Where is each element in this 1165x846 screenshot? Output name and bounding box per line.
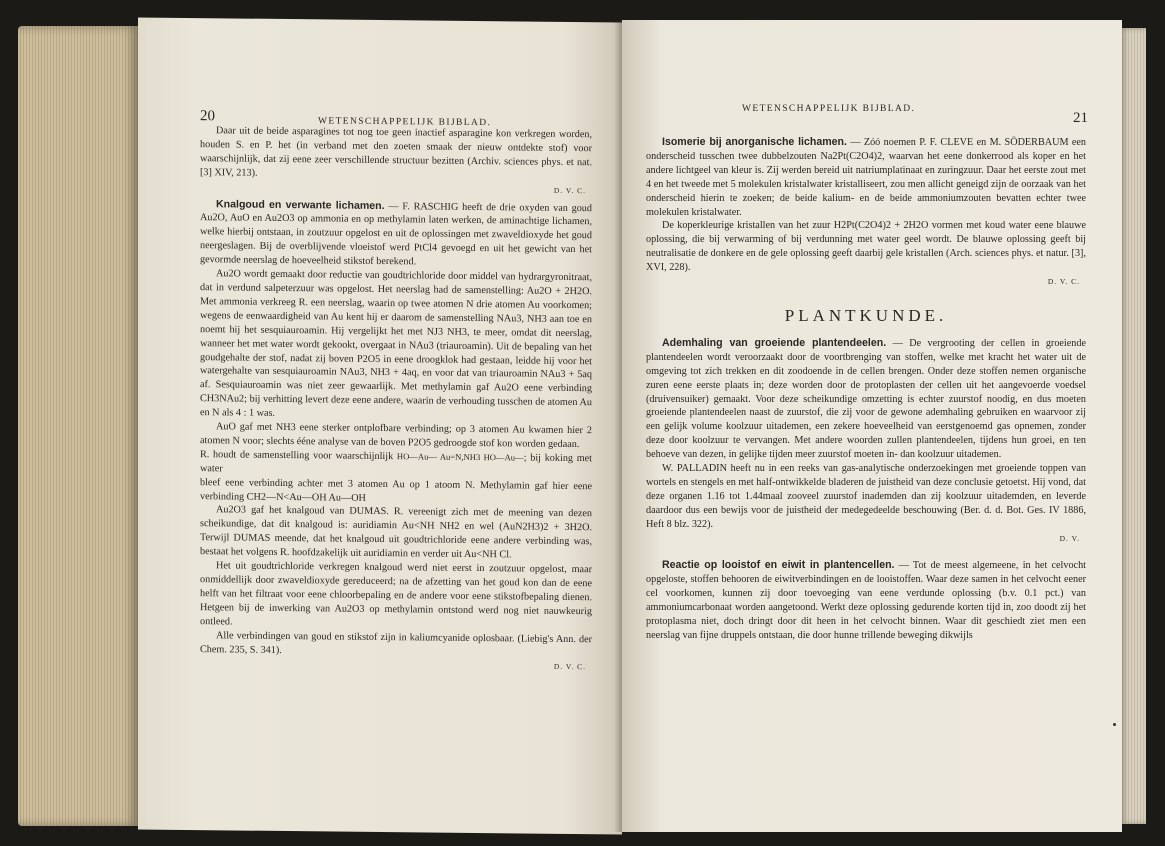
open-book	[18, 14, 1146, 834]
book-page-edges-right	[1120, 28, 1146, 824]
left-page	[138, 17, 622, 834]
author-signature: D. V. C.	[553, 662, 586, 672]
article-title: Reactie op looistof en eiwit in plantencellen.	[662, 559, 895, 572]
article-title: Knalgoud en verwante lichamen.	[216, 197, 385, 212]
paragraph: Daar uit de beide asparagines tot nog toe geen inactief asparagine kon verkregen worden, houden S. en P. het (in verband met den zoeten smaak der nieuw ontdekte stof) voor waarschijnlijk, dat zij eene zeer verschillende structuur bezitten (Archiv. sciences phys. et nat. [3] XIV, 213).	[200, 125, 592, 179]
right-page	[622, 20, 1122, 832]
paragraph: Au2O3 gaf het knalgoud van DUMAS. R. vereenigt zich met de meening van dezen scheikundige, dat dit knalgoud is: auridiamin Au<NH NH2 en wel (AuN2H3)2 + 3H2O. Terwijl DUMAS meende, dat het knalgoud uit goudtrichloride eene andere verbinding was, bestaat het volgens R. hoofdzakelijk uit auridiamin en verder uit Au<NH Cl.	[200, 504, 592, 561]
running-head-left: WETENSCHAPPELIJK BIJBLAD.	[318, 116, 492, 129]
left-page-body	[200, 124, 592, 674]
article-title: Ademhaling van groeiende plantendeelen.	[662, 336, 887, 349]
author-signature: D. V. C.	[1047, 277, 1080, 287]
page-number-right: 21	[1073, 110, 1088, 126]
book-page-edges-left	[18, 26, 138, 826]
paragraph: bleef eene verbinding achter met 3 atomen Au op 1 atoom N. Methylamin gaf hier eene verbinding CH2—N<Au—OH Au—OH	[200, 476, 592, 504]
paragraph: AuO gaf met NH3 eene sterker ontplofbare verbinding; op 3 atomen Au kwamen hier 2 atomen N voor; slechts ééne analyse van de boven P2O5 gedroogde stof kon worden gedaan.	[200, 421, 592, 451]
section-title: PLANTKUNDE.	[784, 305, 948, 325]
paragraph: — Zóó noemen P. F. CLEVE en M. SÖDERBAUM een onderscheid tusschen twee dubbelzouten Na2Pt(C2O4)2, waarvan het eene donkerrood als koper en het andere lichtgeel van kleur is. Zij werden bereid uit natriumplatinaat en zuringzuur. Daar het eerste zout met 4 en het tweede met 5 molekulen kristalwater kristalliseert, zou men allicht geneigd zijn de oorzaak van het onderscheid hierin te zoeken; de beide kalium- en de beide ammoniumzouten bevatten echter twee molekulen kristalwater.	[646, 137, 1087, 218]
author-signature: D. V.	[1059, 533, 1080, 543]
right-page-body	[646, 136, 1086, 643]
article-title: Isomerie bij anorganische lichamen.	[662, 136, 847, 148]
paragraph: Alle verbindingen van goud en stikstof zijn in kaliumcyanide oplosbaar. (Liebig's Ann. der Chem. 235, S. 341).	[200, 629, 592, 656]
running-head-right: WETENSCHAPPELIJK BIJBLAD.	[742, 104, 916, 114]
paragraph: Het uit goudtrichloride verkregen knalgoud werd niet eerst in zoutzuur opgelost, maar onmiddellijk door zwaveldioxyde gereduceerd; na de afzetting van het goud kon dan de eene helft van het filtraat voor eene chloorbepaling en de andere voor eene stikstofbepaling dienen. Hetgeen bij de inwerking van Au2O3 op methylamin ontstond werd nog niet nauwkeurig ontleed.	[200, 560, 592, 628]
formula-line: R. houdt de samenstelling voor waarschijnlijk HO—Au— Au=N,NH3 HO—Au—; bij koking met water	[200, 448, 593, 475]
margin-mark	[1113, 723, 1116, 726]
paragraph: Au2O wordt gemaakt door reductie van goudtrichloride door middel van hydrargyronitraat, dat in verdund salpeterzuur was opgelost. Het neerslag had de samenstelling: Au2O + 2H2O. Met ammonia verkreeg R. een neerslag, waarin op twee atomen N drie atomen Au voorkomen; wegens de eenwaardigheid van Au kent hij er daarom de samenstelling NAu3, NH3 aan toe en noemt hij het sesquiauroamin. Hij vergelijkt het met NJ3 NH3, te meer, omdat dit neerslag, wanneer het met water wordt gekookt, overgaat in NAu3 (triauroamin). Uit de bepaling van het goudgehalte der stof, nadat zij boven P2O5 in eene droogklok had gestaan, leidde hij voor het watergehalte van sesquiauroamin NAu3, NH3 + 4aq, en voor dat van triauroamin NAu3 + 5aq af. Sesquiauroamin was niet zeer gewaarlijk. Met methylamin gaf Au2O eene verbinding CH3NAu2; bij verhitting levert deze eene andere, waarin de verhouding tusschen de atomen Au en N als 4 : 1 was.	[200, 268, 592, 420]
page-number-left: 20	[200, 108, 215, 125]
author-signature: D. V. C.	[553, 185, 586, 195]
paragraph: — Tot de meest algemeene, in het celvocht opgeloste, stoffen behooren de eiwitverbindingen en de looistoffen. Waar deze samen in het celvocht eener cel voorkomen, kunnen zij door toevoeging van eene verdunde oplossing (b.v. 0.1 pct.) van ammoniumcarbonaat worden aangetoond. Werkt deze oplossing gedurende korten tijd in, zoo doodt zij het protoplasma niet, doch dringt door dit heen in het celvocht binnen. Waar dit geschiedt ziet men een neerslag van fijne druppels ontstaan, die door hunne trillende beweging dikwijls	[646, 560, 1086, 641]
paragraph: — F. RASCHIG heeft de drie oxyden van goud Au2O, AuO en Au2O3 op ammonia en op methylamin laten werken, de aminachtige lichamen, welke hierbij ontstaan, in zoutzuur opgelost en uit de oplossingen met zwaveldioxyde het goud neergeslagen. Bij de overblijvende vloeistof werd PtCl4 gevoegd en uit het gewicht van het gevormde neerslag de hoeveelheid stikstof berekend.	[200, 200, 592, 268]
paragraph: De koperkleurige kristallen van het zuur H2Pt(C2O4)2 + 2H2O vormen met koud water eene blauwe oplossing, die bij verwarming of bij verdunning met water geel wordt. De blauwe oplossing geeft bij neutralisatie de donkere en de gele oplossing geeft daarbij gele kristallen (Arch. sciences phys. et natur. [3], XVI, 228).	[646, 220, 1086, 274]
paragraph: — De vergrooting der cellen in groeiende plantendeelen wordt veroorzaakt door de voortbrenging van stoffen, welke met kracht het water uit de omgeving tot zich trekken en dit zoodoende in de cellen brengen. Onder deze stoffen nemen organische zuren eene eerste plaats in; deze worden door de protoplasten der cellen uit het aangevoerde voedsel (druivensuiker) gemaakt. Voor deze scheikundige omzetting is echter zuurstof noodig, en dus moeten groeiende plantendeelen naast de zuurstof, die zij voor de gewone ademhaling gebruiken en waarvoor zij een gelijk volume koolzuur uitademen, een zekere hoeveelheid van eerstgenoemd gas opnemen, zonder deze door koolzuur te vervangen. Met andere woorden zullen plantendeelen, tijdens hun groei, en ten behoeve van dezen, in gelijke tijden meer zuurstof moeten in- dan koolzuur uitademen.	[646, 337, 1086, 461]
paragraph: W. PALLADIN heeft nu in een reeks van gas-analytische onderzoekingen met groeiende toppen van wortels en stengels en met half-ontwikkelde bladeren de juistheid van deze conclusie getoetst. Hij vond, dat deze organen 1.16 tot 1.44maal zooveel zuurstof inademden dan zij koolzuur uitademden, en leverde daardoor dus een bewijs voor de juistheid der medegedeelde beschouwing (Ber. d. d. Bot. Ges. IV 1886, Heft 8 blz. 322).	[646, 463, 1086, 530]
